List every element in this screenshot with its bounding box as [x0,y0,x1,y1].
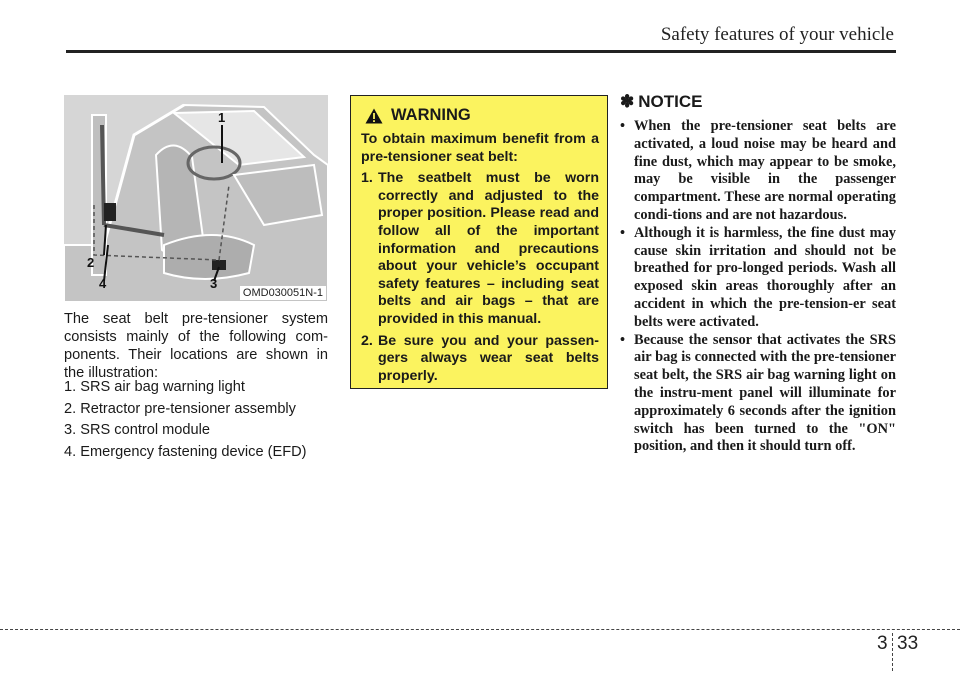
notice-section [620,92,896,456]
callout-4: 4 [99,276,107,291]
header-rule [66,50,896,53]
warning-header [365,106,599,125]
seatbelt-illustration [64,95,328,302]
notice-symbol-icon: ✽ [620,92,635,111]
warning-item [361,170,599,328]
running-header: Safety features of your vehicle [660,24,894,45]
warning-item-number: 2. [361,332,373,349]
callout-1: 1 [218,110,226,125]
component-list [64,378,334,465]
warning-item-number: 1. [361,170,373,187]
component-item: 1. SRS air bag warning light [64,379,245,395]
component-item: 4. Emergency fastening device (EFD) [64,444,307,461]
footer-rule [0,629,960,630]
page-number: 33 [897,633,919,654]
intro-paragraph: The seat belt pre-tensioner system consists mainly of the following com-ponents. Their locations are shown in the illustration: [64,311,328,381]
callout-2: 2 [87,255,95,270]
car-interior-drawing [64,95,328,302]
warning-triangle-icon [365,108,383,124]
chapter-number: 3 [877,633,888,654]
component-item: 2. Retractor pre-tensioner assembly [64,400,296,417]
notice-list [620,118,896,456]
notice-item-text: Although it is harmless, the fine dust may cause skin irritation and should not be breathed for pro-longed periods. Wash all exposed skin areas thoroughly after an accident in which the pre-tension-er seat belts were activated. [634,224,896,330]
warning-intro: To obtain maximum benefit from a pre-tensioner seat belt: [361,131,599,165]
notice-item-text: When the pre-tensioner seat belts are activated, a loud noise may be heard and fine dust, which may appear to be smoke, may be visible in the passenger compartment. These are normal operating condi-tions and are not hazardous. [634,118,896,223]
page-separator [892,633,894,671]
notice-item-text: Because the sensor that activates the SRS air bag is connected with the pre-tensioner seat belt, the SRS air bag warning light on the instru-ment panel will illuminate for approximately 6 seconds after the ignition switch has been turned to the "ON" position, and then it should turn off. [634,331,896,455]
warning-box [350,95,608,389]
component-item: 3. SRS control module [64,422,211,439]
notice-item: • Because the sensor that activates the SRS air bag is connected with the pre-tensioner seat belt, the SRS air bag warning light on the instru-ment panel will illuminate for approximately 6 seconds after the ignition switch has been turned to the "ON" position, and then it should turn off. [620,331,896,455]
warning-item [361,333,599,386]
notice-header [620,92,896,112]
figure-code: OMD030051N-1 [240,286,326,300]
warning-item-text: Be sure you and your passen-gers always wear seat belts properly. [378,332,599,384]
warning-title: WARNING [391,106,471,124]
callout-3: 3 [210,276,218,291]
notice-item: • When the pre-tensioner seat belts are activated, a loud noise may be heard and fine dust, which may appear to be smoke, may be visible in the passenger compartment. These are normal operating condi-tions and are not hazardous. [620,118,896,223]
warning-item-text: The seatbelt must be worn correctly and adjusted to the proper position. Please read and follow all of the important information and precautions about your vehicle’s occupant safety features – including seat belts and air bags – that are provided in this manual. [378,170,599,327]
notice-item: • Although it is harmless, the fine dust may cause skin irritation and should not be breathed for pro-longed periods. Wash all exposed skin areas thoroughly after an accident in which the pre-tension-er seat belts were activated. [620,224,896,330]
notice-title: NOTICE [638,92,703,111]
